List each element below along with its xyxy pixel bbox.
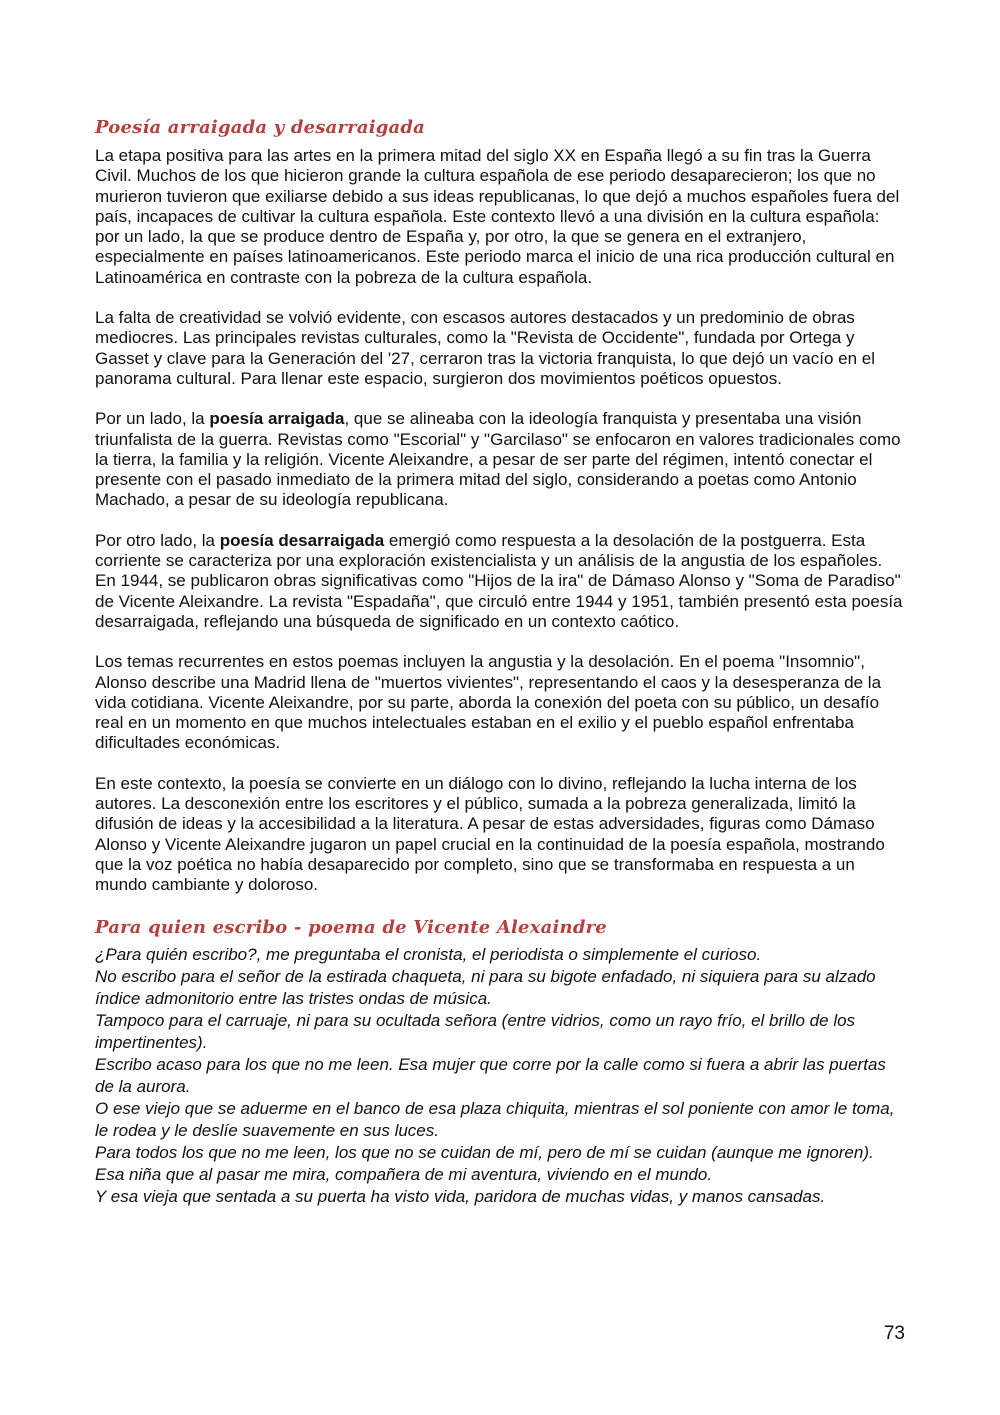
page-number: 73 — [883, 1323, 905, 1344]
poem-line: No escribo para el señor de la estirada chaqueta, ni para su bigote enfadado, ni siquiera para su alzado índice admonitorio entre las tristes ondas de música. — [95, 966, 876, 1008]
paragraph-3 — [95, 409, 907, 510]
poem-line: Para todos los que no me leen, los que no se cuidan de mí, pero de mí se cuidan (aunque me ignoren). — [95, 1142, 874, 1162]
paragraph-4-text-a: Por otro lado, la — [95, 530, 220, 550]
paragraph-4 — [95, 531, 907, 632]
section-title-poema: Para quien escribo - poema de Vicente Alexaindre — [95, 916, 607, 938]
poem-body — [95, 944, 907, 1208]
poem-line: ¿Para quién escribo?, me preguntaba el cronista, el periodista o simplemente el curioso. — [95, 944, 762, 964]
poem-line: Esa niña que al pasar me mira, compañera de mi aventura, viviendo en el mundo. — [95, 1164, 713, 1184]
paragraph-6: En este contexto, la poesía se convierte en un diálogo con lo divino, reflejando la lucha interna de los autores. La desconexión entre los escritores y el público, sumada a la pobreza generalizada, limitó la difusión de ideas y la accesibilidad a la literatura. A pesar de estas adversidades, figuras como Dámaso Alonso y Vicente Aleixandre jugaron un papel crucial en la continuidad de la poesía española, mostrando que la voz poética no había desaparecido por completo, sino que se transformaba en respuesta a un mundo cambiante y doloroso. — [95, 773, 885, 895]
poem-line: Y esa vieja que sentada a su puerta ha visto vida, paridora de muchas vidas, y manos cansadas. — [95, 1186, 826, 1206]
paragraph-1: La etapa positiva para las artes en la primera mitad del siglo XX en España llegó a su fin tras la Guerra Civil. Muchos de los que hicieron grande la cultura española de ese periodo desaparecieron; los que no murieron tuvieron que exiliarse debido a sus ideas republicanas, lo que dejó a muchos españoles fuera del país, incapaces de cultivar la cultura española. Este contexto llevó a una división en la cultura española: por un lado, la que se produce dentro de España y, por otro, la que se genera en el extranjero, especialmente en países latinoamericanos. Este periodo marca el inicio de una rica producción cultural en Latinoamérica en contraste con la pobreza de la cultura española. — [95, 146, 900, 287]
document-page — [95, 116, 907, 1208]
poem-line: O ese viejo que se aduerme en el banco de esa plaza chiquita, mientras el sol poniente con amor le toma, le rodea y le deslíe suavemente en sus luces. — [95, 1098, 895, 1140]
paragraph-4-bold: poesía desarraigada — [219, 530, 385, 550]
section-title-poesia: Poesía arraigada y desarraigada — [95, 117, 426, 138]
paragraph-2: La falta de creatividad se volvió evidente, con escasos autores destacados y un predominio de obras mediocres. Las principales revistas culturales, como la "Revista de Occidente", fundada por Ortega y Gasset y clave para la Generación del '27, cerraron tras la victoria franquista, lo que dejó un vacío en el panorama cultural. Para llenar este espacio, surgieron dos movimientos poéticos opuestos. — [95, 308, 876, 388]
paragraph-4-text-b: emergió como respuesta a la desolación de la postguerra. Esta corriente se caracteriza por una exploración existencialista y un análisis de la angustia de los españoles. En 1944, se publicaron obras significativas como "Hijos de la ira" de Dámaso Alonso y "Soma de Paradiso" de Vicente Aleixandre. La revista "Espadaña", que circuló entre 1944 y 1951, también presentó esta poesía desarraigada, reflejando una búsqueda de significado en un contexto caótico. — [95, 530, 903, 631]
paragraph-3-text-a: Por un lado, la — [95, 409, 210, 429]
paragraph-5: Los temas recurrentes en estos poemas incluyen la angustia y la desolación. En el poema "Insomnio", Alonso describe una Madrid llena de "muertos vivientes", representando el caos y la desesperanza de la vida cotidiana. Vicente Aleixandre, por su parte, aborda la conexión del poeta con su público, un desafío real en un momento en que muchos intelectuales estaban en el exilio y el pueblo español enfrentaba dificultades económicas. — [95, 652, 882, 753]
paragraph-3-bold: poesía arraigada — [209, 409, 345, 429]
paragraph-3-text-b: , que se alineaba con la ideología franquista y presentaba una visión triunfalista de la guerra. Revistas como "Escorial" y "Garcilaso" se enfocaron en valores tradicionales como la tierra, la familia y la religión. Vicente Aleixandre, a pesar de ser parte del régimen, intentó conectar el presente con el pasado inmediato de la primera mitad del siglo, considerando a poetas como Antonio Machado, a pesar de su ideología republicana. — [95, 409, 901, 510]
poem-line: Escribo acaso para los que no me leen. Esa mujer que corre por la calle como si fuera a abrir las puertas de la aurora. — [95, 1054, 886, 1096]
poem-line: Tampoco para el carruaje, ni para su ocultada señora (entre vidrios, como un rayo frío, el brillo de los impertinentes). — [95, 1010, 856, 1052]
